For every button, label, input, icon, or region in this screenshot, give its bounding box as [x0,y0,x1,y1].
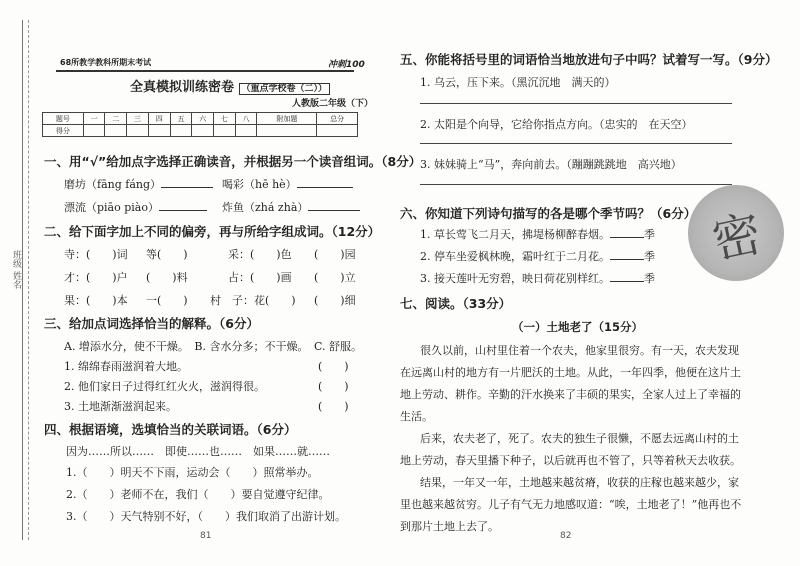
q2-cell: 采：( )色 [228,248,292,261]
q3-answer-paren[interactable]: ( ) [318,360,349,373]
score-cell: 附加题 [257,113,317,125]
score-input[interactable] [148,125,170,137]
answer-line[interactable] [420,184,732,185]
answer-blank[interactable] [159,200,207,211]
score-label: 得分 [43,125,84,137]
passage-line: 地上劳动，春天里播下种子，以后就再也不管了，只等着秋天去收获。 [400,454,741,467]
score-cell: 三 [127,113,149,125]
q3-answer-paren[interactable]: ( ) [318,400,349,413]
q2-cell: 才：( )户 [64,271,128,284]
score-input[interactable] [105,125,127,137]
score-input[interactable] [257,125,317,137]
paper-title-text: 全真模拟训练密卷 [130,80,235,95]
passage-line: 生活。 [400,410,433,423]
score-table-score-row [43,125,358,137]
q5-title: 五、你能将括号里的词语恰当地放进句子中吗？试着写一写。（9分） [400,52,778,67]
q2-cell: ( )园 [314,248,356,261]
grade-label: 人教版二年级（下） [292,99,374,109]
answer-blank[interactable] [308,200,360,211]
season-suffix: 季 [644,272,655,285]
q6-item [420,270,655,286]
score-cell: 一 [83,113,105,125]
q1-item-text: 漂流（piāo piào） [64,201,159,214]
q3-item: 1. 绵绵春雨滋润着大地。 [64,360,188,373]
q2-cell: 寺：( )词 [64,248,128,261]
score-cell: 五 [170,113,192,125]
brand: 68所教学教科所期末考试 [60,58,152,67]
score-input[interactable] [235,125,257,137]
answer-blank[interactable] [610,227,644,238]
q1-item [64,176,213,192]
q3-title: 三、给加点词选择恰当的解释。（6分） [44,316,259,331]
answer-blank[interactable] [610,271,644,282]
page-number-right: 82 [560,531,572,541]
score-cell: 二 [105,113,127,125]
q7-title: 七、阅读。（33分） [400,296,512,311]
confidential-seal [679,176,793,290]
passage-line: 结果，一年又一年，土地越来越贫瘠，收获的庄稼也越来越少，家 [420,476,739,489]
brand-right: 冲刺100 [328,60,365,70]
q2-cell: 果：( )本 [64,294,128,307]
q6-item-text: 3. 接天莲叶无穷碧，映日荷花别样红。 [420,272,610,285]
score-table [42,112,358,137]
q6-item [420,248,655,264]
paper-title [130,76,330,95]
q5-item: 2. 太阳是个向导，它给你指点方向。（忠实的 在天空） [420,118,693,131]
q4-title: 四、根据语境，选填恰当的关联词语。（6分） [44,422,297,437]
q3-answer-paren[interactable]: ( ) [318,380,349,393]
q6-item-text: 1. 草长莺飞二月天，拂堤杨柳醉春烟。 [420,228,610,241]
q2-cell: ( )立 [314,271,356,284]
season-suffix: 季 [644,250,655,263]
q1-item [222,199,360,215]
score-cell: 七 [214,113,236,125]
score-input[interactable] [170,125,192,137]
q2-title: 二、给下面字加上不同的偏旁，再与所给字组成词。（12分） [44,224,381,239]
q6-title: 六、你知道下列诗句描写的各是哪个季节吗？（6分） [400,206,697,221]
score-input[interactable] [214,125,236,137]
q6-item-text: 2. 停车坐爱枫林晚，霜叶红于二月花。 [420,250,610,263]
page-number-left: 81 [200,531,212,541]
passage-line: 里也越来越贫穷。儿子有气无力地感叹道：“唉，土地老了！”他再也不 [400,498,742,511]
passage-line: 地上劳动、耕作。辛勤的汗水换来了丰硕的果实，全家人过上了幸福的 [400,388,741,401]
q1-item [64,199,207,215]
q6-item [420,226,655,242]
q5-item: 3. 妹妹骑上“马”，奔向前去。（蹦蹦跳跳地 高兴地） [420,158,682,171]
paper-title-tag: （重点学校卷（二）） [239,83,331,95]
q1-item [222,176,353,192]
q3-item: 3. 土地渐渐滋润起来。 [64,400,177,413]
score-cell: 四 [148,113,170,125]
passage-title: （一）土地老了（15分） [512,320,644,334]
passage-line: 到那片土地上去了。 [400,520,499,533]
q2-cell: 一( ) [146,294,188,307]
answer-line[interactable] [420,103,732,104]
score-input[interactable] [127,125,149,137]
q2-cell: 等( ) [146,248,188,261]
answer-blank[interactable] [161,177,213,188]
q4-words: 因为……所以…… 即使……也…… 如果……就…… [66,445,330,458]
q3-item: 2. 他们家日子过得红红火火，滋润得很。 [64,380,265,393]
q2-cell: ( )料 [146,271,188,284]
q4-item: 2.（ ）老师不在，我们（ ）要自觉遵守纪律。 [66,488,330,501]
answer-line[interactable] [420,143,732,144]
answer-blank[interactable] [297,177,353,188]
q1-item-text: 炸鱼（zhá zhà） [222,201,309,214]
passage-line: 在远离山村的地方有一片肥沃的土地。从此，一年四季，他便在这片土 [400,366,741,379]
score-cell: 八 [235,113,257,125]
cut-line [28,20,29,540]
score-cell: 六 [192,113,214,125]
q3-options: A. 增添水分，使不干燥。 B. 含水分多；不干燥。 C. 舒服。 [64,340,363,353]
score-input[interactable] [192,125,214,137]
score-cell: 总分 [317,113,358,125]
seal-char: 密 [707,205,767,270]
q1-item-text: 喝彩（hē hè） [222,178,297,191]
passage-line: 后来，农夫老了，死了。农夫的独生子很懒，不愿去远离山村的土 [420,432,739,445]
q4-item: 3.（ ）天气特别不好，（ ）我们取消了出游计划。 [66,510,346,523]
score-input[interactable] [317,125,358,137]
answer-blank[interactable] [610,249,644,260]
q1-title: 一、用“√”给加点字选择正确读音，并根据另一个读音组词。（8分） [44,154,422,169]
score-table-header-row [43,113,358,125]
passage-line: 很久以前，山村里住着一个农夫，他家里很穷。有一天，农夫发现 [420,344,739,357]
season-suffix: 季 [644,228,655,241]
q1-item-text: 磨坊（fāng fáng） [64,178,162,191]
score-cell: 题号 [43,113,84,125]
q2-cell: 村 子：花( ) [210,294,296,307]
q2-cell: 占：( )画 [228,271,292,284]
q5-item: 1. 乌云，压下来。（黑沉沉地 满天的） [420,76,616,89]
side-label: 班级 姓名 [11,250,21,289]
q4-item: 1.（ ）明天不下雨，运动会（ ）照常举办。 [66,466,319,479]
score-input[interactable] [83,125,105,137]
q2-cell: ( )细 [314,294,356,307]
